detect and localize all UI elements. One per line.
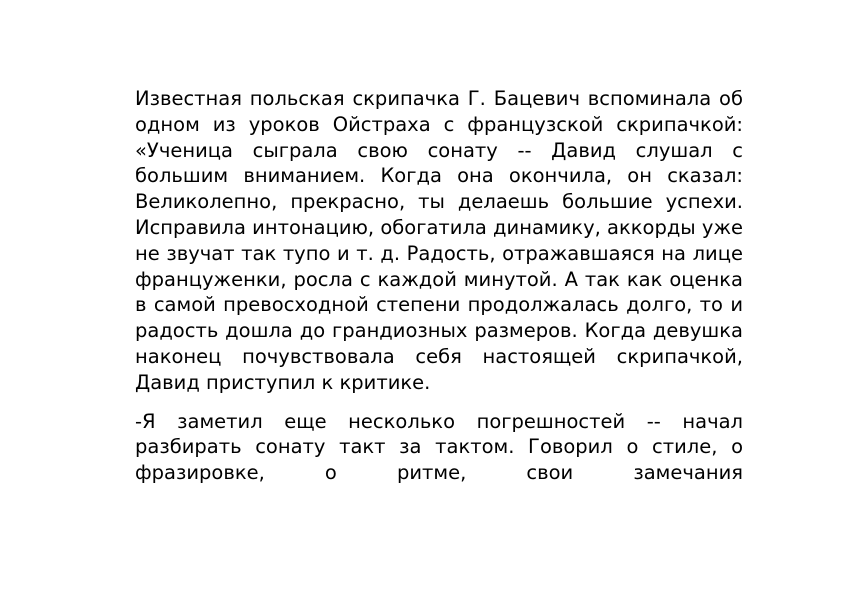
paragraph-2: -Я заметил еще несколько погрешностей -- начал разбирать сонату такт за тактом. Говорил о стиле, о фразировке, о ритме, свои замечания [135, 409, 743, 485]
paragraph-1: Известная польская скрипачка Г. Бацевич вспоминала об одном из уроков Ойстраха с французской скрипачкой: «Ученица сыграла свою сонату -- Давид слушал с большим вниманием. Когда она окончила, он сказал: Великолепно, прекрасно, ты делаешь большие успехи. Исправила интонацию, обогатила динамику, аккорды уже не звучат так тупо и т. д. Радость, отражавшаяся на лице француженки, росла с каждой минутой. А так как оценка в самой превосходной степени продолжалась долго, то и радость дошла до грандиозных размеров. Когда девушка наконец почувствовала себя настоящей скрипачкой, Давид приступил к критике. [135, 87, 744, 394]
text-block [135, 86, 743, 486]
